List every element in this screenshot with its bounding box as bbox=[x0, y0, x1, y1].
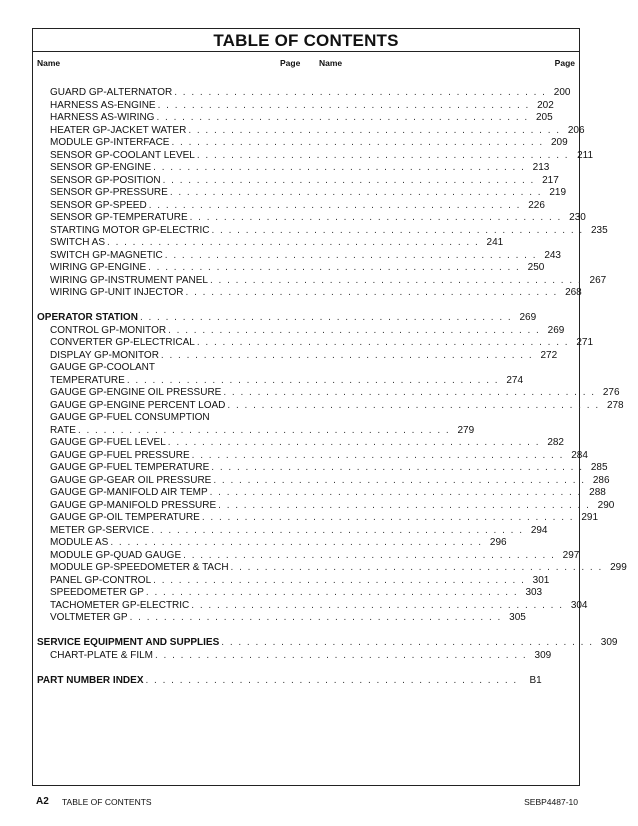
dot-leader: . . . . . . . . . . . . . . . . . . . . . . . . . . . . . . . . . . . . . . . . . . . . bbox=[77, 424, 451, 436]
toc-entry-page: 250 bbox=[527, 262, 545, 273]
toc-entry-page: 278 bbox=[606, 399, 624, 411]
dot-leader: . . . . . . . . . . . . . . . . . . . . . . . . . . . . . . . . . . . . . . . . . . . . bbox=[145, 587, 519, 598]
toc-entry-name: SWITCH AS bbox=[50, 237, 106, 248]
toc-entry[interactable] bbox=[37, 449, 588, 463]
toc-entry[interactable] bbox=[37, 124, 585, 138]
toc-entry-page: 200 bbox=[553, 87, 571, 98]
toc-entry-name: CHART-PLATE & FILM bbox=[50, 649, 153, 661]
toc-entry-name: SENSOR GP-POSITION bbox=[50, 174, 161, 186]
toc-section-heading[interactable] bbox=[37, 637, 618, 650]
toc-entry-name: RATE bbox=[50, 424, 76, 436]
toc-entry[interactable] bbox=[37, 274, 607, 288]
toc-entry[interactable] bbox=[37, 437, 564, 450]
dot-leader: . . . . . . . . . . . . . . . . . . . . . . . . . . . . . . . . . . . . . . . . . . . . bbox=[156, 112, 529, 123]
toc-entry-page: 226 bbox=[528, 199, 545, 211]
toc-entry-page: 219 bbox=[549, 187, 567, 198]
toc-entry-name: GAUGE GP-ENGINE OIL PRESSURE bbox=[50, 387, 222, 398]
dot-leader: . . . . . . . . . . . . . . . . . . . . . . . . . . . . . . . . . . . . . . . . . . . . bbox=[168, 324, 541, 336]
dot-leader: . . . . . . . . . . . . . . . . . . . . . . . . . . . . . . . . . . . . . . . . . . . . bbox=[151, 524, 524, 536]
toc-entry-name: SWITCH GP-MAGNETIC bbox=[50, 249, 163, 261]
toc-entry[interactable] bbox=[37, 362, 301, 375]
toc-entry-page: 271 bbox=[576, 337, 594, 348]
toc-entry[interactable] bbox=[37, 549, 580, 563]
toc-entry[interactable] bbox=[37, 137, 568, 150]
dot-leader: . . . . . . . . . . . . . . . . . . . . . . . . . . . . . . . . . . . . . . . . . . . . bbox=[209, 274, 583, 286]
toc-entry-name: WIRING GP-UNIT INJECTOR bbox=[50, 287, 184, 298]
dot-leader: . . . . . . . . . . . . . . . . . . . . . . . . . . . . . . . . . . . . . . . . . . . . bbox=[191, 449, 564, 461]
toc-frame bbox=[32, 28, 627, 786]
dot-leader: . . . . . . . . . . . . . . . . . . . . . . . . . . . . . . . . . . . . . . . . . . . . bbox=[148, 199, 521, 211]
dot-leader: . . . . . . . . . . . . . . . . . . . . . . . . . . . . . . . . . . . . . . . . . . . . bbox=[191, 599, 564, 611]
toc-entry-name: METER GP-SERVICE bbox=[50, 524, 150, 536]
toc-entry[interactable] bbox=[37, 287, 582, 300]
toc-entry-page: 296 bbox=[489, 537, 507, 548]
toc-entry-name: GAUGE GP-ENGINE PERCENT LOAD bbox=[50, 399, 226, 411]
toc-entry[interactable] bbox=[37, 562, 627, 575]
toc-entry-page: 202 bbox=[537, 99, 554, 111]
toc-entry-page: 269 bbox=[519, 312, 537, 323]
toc-entry-page: 284 bbox=[571, 449, 588, 461]
toc-entry-page: 309 bbox=[534, 649, 552, 661]
toc-entry-page: 290 bbox=[597, 499, 615, 511]
toc-entry[interactable] bbox=[37, 574, 550, 588]
toc-entry-page: 243 bbox=[544, 249, 561, 261]
toc-entry-name: GAUGE GP-FUEL TEMPERATURE bbox=[50, 462, 210, 473]
dot-leader: . . . . . . . . . . . . . . . . . . . . . . . . . . . . . . . . . . . . . . . . . . . . bbox=[213, 474, 586, 486]
toc-entry-page: 286 bbox=[592, 474, 610, 486]
dot-leader: . . . . . . . . . . . . . . . . . . . . . . . . . . . . . . . . . . . . . . . . . . . . bbox=[185, 287, 558, 298]
dot-leader: . . . . . . . . . . . . . . . . . . . . . . . . . . . . . . . . . . . . . . . . . . . . bbox=[171, 137, 544, 148]
column-header-page-left: Page bbox=[280, 58, 301, 68]
toc-entry-page: 206 bbox=[567, 124, 585, 136]
toc-entry-name: GUARD GP-ALTERNATOR bbox=[50, 87, 173, 98]
toc-entry[interactable] bbox=[37, 112, 553, 125]
toc-entry[interactable] bbox=[37, 462, 608, 475]
toc-entry-name: GAUGE GP-FUEL LEVEL bbox=[50, 437, 166, 448]
toc-entry-page: 274 bbox=[506, 374, 524, 386]
toc-entry[interactable] bbox=[37, 587, 543, 600]
toc-entry-name: VOLTMETER GP bbox=[50, 612, 128, 623]
toc-entry-name: GAUGE GP-OIL TEMPERATURE bbox=[50, 512, 200, 523]
toc-section-heading[interactable] bbox=[37, 312, 537, 325]
toc-entry-name: GAUGE GP-MANIFOLD AIR TEMP bbox=[50, 487, 208, 498]
dot-leader: . . . . . . . . . . . . . . . . . . . . . . . . . . . . . . . . . . . . . . . . . . . . bbox=[196, 337, 570, 348]
toc-spacer bbox=[37, 625, 301, 638]
toc-entry[interactable] bbox=[37, 487, 606, 500]
footer-page-id bbox=[36, 796, 49, 807]
toc-entry[interactable] bbox=[37, 187, 567, 200]
toc-entry-page: 241 bbox=[486, 237, 504, 248]
toc-entry[interactable] bbox=[37, 99, 554, 113]
toc-entry-name: HARNESS AS-WIRING bbox=[50, 112, 155, 123]
dot-leader: . . . . . . . . . . . . . . . . . . . . . . . . . . . . . . . . . . . . . . . . . . . . bbox=[230, 562, 603, 573]
toc-entry-name: SPEEDOMETER GP bbox=[50, 587, 144, 598]
toc-entry[interactable] bbox=[37, 612, 526, 625]
toc-entry-page: 267 bbox=[589, 274, 607, 286]
dot-leader: . . . . . . . . . . . . . . . . . . . . . . . . . . . . . . . . . . . . . . . . . . . . bbox=[189, 212, 562, 223]
toc-entry-page: 294 bbox=[530, 524, 548, 536]
dot-leader: . . . . . . . . . . . . . . . . . . . . . . . . . . . . . . . . . . . . . . . . . . . . bbox=[160, 349, 534, 361]
toc-entry[interactable] bbox=[37, 224, 608, 238]
title-divider bbox=[33, 51, 579, 52]
toc-entry[interactable] bbox=[37, 324, 565, 338]
toc-entry[interactable] bbox=[37, 249, 561, 263]
toc-entry-page: 269 bbox=[547, 324, 565, 336]
dot-leader: . . . . . . . . . . . . . . . . . . . . . . . . . . . . . . . . . . . . . . . . . . . . bbox=[139, 312, 513, 323]
toc-entry-name: SENSOR GP-TEMPERATURE bbox=[50, 212, 188, 223]
toc-entry[interactable] bbox=[37, 199, 545, 213]
toc-entry-name: GAUGE GP-FUEL CONSUMPTION bbox=[50, 412, 210, 423]
toc-section-heading[interactable] bbox=[37, 674, 542, 688]
toc-entry[interactable] bbox=[37, 499, 615, 513]
toc-entry-page: 291 bbox=[581, 512, 599, 523]
toc-entry-name: GAUGE GP-GEAR OIL PRESSURE bbox=[50, 474, 212, 486]
dot-leader: . . . . . . . . . . . . . . . . . . . . . . . . . . . . . . . . . . . . . . . . . . . . bbox=[221, 637, 594, 648]
toc-entry-name: GAUGE GP-MANIFOLD PRESSURE bbox=[50, 499, 217, 511]
toc-entry-name: PART NUMBER INDEX bbox=[37, 674, 144, 686]
toc-entry-name: STARTING MOTOR GP-ELECTRIC bbox=[50, 224, 210, 236]
toc-entry-page: 213 bbox=[532, 162, 550, 173]
toc-entry-page: 288 bbox=[589, 487, 606, 498]
toc-entry[interactable] bbox=[37, 399, 624, 413]
dot-leader: . . . . . . . . . . . . . . . . . . . . . . . . . . . . . . . . . . . . . . . . . . . . bbox=[211, 462, 584, 473]
column-header-name-left: Name bbox=[37, 58, 61, 68]
toc-entry-page: B1 bbox=[529, 674, 542, 686]
toc-entry[interactable] bbox=[37, 349, 558, 363]
toc-entry-page: 279 bbox=[457, 424, 475, 436]
footer-doc-number: SEBP4487-10 bbox=[524, 797, 578, 807]
toc-entry[interactable] bbox=[37, 412, 301, 425]
toc-entry-name: OPERATOR STATION bbox=[37, 312, 138, 323]
toc-entry-name: WIRING GP-ENGINE bbox=[50, 262, 147, 273]
column-header-page-right: Page bbox=[554, 58, 575, 68]
column-header-name-right: Name bbox=[319, 58, 343, 68]
dot-leader: . . . . . . . . . . . . . . . . . . . . . . . . . . . . . . . . . . . . . . . . . . . . bbox=[209, 487, 582, 498]
dot-leader: . . . . . . . . . . . . . . . . . . . . . . . . . . . . . . . . . . . . . . . . . . . . bbox=[107, 237, 480, 248]
dot-leader: . . . . . . . . . . . . . . . . . . . . . . . . . . . . . . . . . . . . . . . . . . . . bbox=[223, 387, 596, 398]
toc-entry-name: CONTROL GP-MONITOR bbox=[50, 324, 167, 336]
dot-leader: . . . . . . . . . . . . . . . . . . . . . . . . . . . . . . . . . . . . . . . . . . . . bbox=[110, 537, 483, 548]
toc-entry-page: 301 bbox=[532, 574, 550, 586]
toc-entry[interactable] bbox=[37, 387, 620, 400]
toc-entry-page: 211 bbox=[577, 149, 594, 161]
toc-entry-page: 299 bbox=[610, 562, 627, 573]
dot-leader: . . . . . . . . . . . . . . . . . . . . . . . . . . . . . . . . . . . . . . . . . . . . bbox=[201, 512, 575, 523]
toc-entry[interactable] bbox=[37, 512, 599, 525]
toc-entry-page: 205 bbox=[536, 112, 553, 123]
toc-entry-name: PANEL GP-CONTROL bbox=[50, 574, 152, 586]
toc-entry-page: 272 bbox=[540, 349, 558, 361]
toc-entry-name: MODULE GP-SPEEDOMETER & TACH bbox=[50, 562, 229, 573]
page-title: TABLE OF CONTENTS bbox=[213, 31, 399, 50]
toc-entry[interactable] bbox=[37, 537, 507, 550]
dot-leader: . . . . . . . . . . . . . . . . . . . . . . . . . . . . . . . . . . . . . . . . . . . . bbox=[218, 499, 591, 511]
toc-entry-list bbox=[37, 87, 627, 687]
toc-spacer bbox=[37, 300, 301, 313]
toc-entry-page: 282 bbox=[547, 437, 564, 448]
toc-entry-name: WIRING GP-INSTRUMENT PANEL bbox=[50, 274, 208, 286]
toc-entry-name: GAUGE GP-COOLANT bbox=[50, 362, 156, 373]
toc-entry[interactable] bbox=[37, 474, 610, 488]
dot-leader: . . . . . . . . . . . . . . . . . . . . . . . . . . . . . . . . . . . . . . . . . . . . bbox=[148, 262, 521, 273]
dot-leader: . . . . . . . . . . . . . . . . . . . . . . . . . . . . . . . . . . . . . . . . . . . . bbox=[153, 162, 526, 173]
toc-entry-name: MODULE GP-INTERFACE bbox=[50, 137, 170, 148]
dot-leader: . . . . . . . . . . . . . . . . . . . . . . . . . . . . . . . . . . . . . . . . . . . . bbox=[164, 249, 537, 261]
footer-section-title: TABLE OF CONTENTS bbox=[62, 797, 152, 807]
toc-entry-page: 285 bbox=[590, 462, 608, 473]
dot-leader: . . . . . . . . . . . . . . . . . . . . . . . . . . . . . . . . . . . . . . . . . . . . bbox=[183, 549, 556, 561]
toc-entry-page: 303 bbox=[525, 587, 543, 598]
dot-leader: . . . . . . . . . . . . . . . . . . . . . . . . . . . . . . . . . . . . . . . . . . . . bbox=[145, 674, 518, 686]
dot-leader: . . . . . . . . . . . . . . . . . . . . . . . . . . . . . . . . . . . . . . . . . . . . bbox=[196, 149, 570, 161]
toc-entry[interactable] bbox=[37, 212, 586, 225]
toc-entry-name: SENSOR GP-SPEED bbox=[50, 199, 147, 211]
toc-entry-name: SENSOR GP-ENGINE bbox=[50, 162, 152, 173]
toc-entry[interactable] bbox=[37, 149, 594, 163]
toc-entry-page: 230 bbox=[569, 212, 586, 223]
toc-entry-name: TEMPERATURE bbox=[50, 374, 125, 386]
toc-entry[interactable] bbox=[37, 599, 588, 613]
dot-leader: . . . . . . . . . . . . . . . . . . . . . . . . . . . . . . . . . . . . . . . . . . . . bbox=[227, 399, 600, 411]
toc-entry[interactable] bbox=[37, 162, 550, 175]
toc-entry[interactable] bbox=[37, 337, 594, 350]
toc-entry-name: HEATER GP-JACKET WATER bbox=[50, 124, 187, 136]
toc-entry-page: 276 bbox=[602, 387, 620, 398]
toc-entry-page: 268 bbox=[565, 287, 582, 298]
toc-entry-name: MODULE GP-QUAD GAUGE bbox=[50, 549, 182, 561]
toc-entry-page: 217 bbox=[542, 174, 559, 186]
toc-entry-name: SERVICE EQUIPMENT AND SUPPLIES bbox=[37, 637, 220, 648]
toc-entry-name: MODULE AS bbox=[50, 537, 109, 548]
toc-entry-name: SENSOR GP-COOLANT LEVEL bbox=[50, 149, 195, 161]
toc-spacer bbox=[37, 662, 301, 675]
toc-entry-name: TACHOMETER GP-ELECTRIC bbox=[50, 599, 190, 611]
dot-leader: . . . . . . . . . . . . . . . . . . . . . . . . . . . . . . . . . . . . . . . . . . . . bbox=[153, 574, 526, 586]
toc-entry-page: 297 bbox=[562, 549, 580, 561]
dot-leader: . . . . . . . . . . . . . . . . . . . . . . . . . . . . . . . . . . . . . . . . . . . . bbox=[169, 187, 543, 198]
toc-entry-name: SENSOR GP-PRESSURE bbox=[50, 187, 168, 198]
toc-entry[interactable] bbox=[37, 649, 552, 663]
toc-entry-page: 309 bbox=[600, 637, 618, 648]
toc-entry[interactable] bbox=[37, 374, 524, 388]
dot-leader: . . . . . . . . . . . . . . . . . . . . . . . . . . . . . . . . . . . . . . . . . . . . bbox=[211, 224, 584, 236]
footer-page-number: A2 bbox=[36, 796, 49, 807]
toc-entry[interactable] bbox=[37, 524, 548, 538]
toc-entry[interactable] bbox=[37, 87, 571, 100]
dot-leader: . . . . . . . . . . . . . . . . . . . . . . . . . . . . . . . . . . . . . . . . . . . . bbox=[129, 612, 502, 623]
toc-entry-page: 304 bbox=[570, 599, 588, 611]
toc-entry-page: 305 bbox=[509, 612, 526, 623]
toc-entry[interactable] bbox=[37, 237, 504, 250]
dot-leader: . . . . . . . . . . . . . . . . . . . . . . . . . . . . . . . . . . . . . . . . . . . . bbox=[174, 87, 547, 98]
toc-entry-name: GAUGE GP-FUEL PRESSURE bbox=[50, 449, 190, 461]
toc-entry[interactable] bbox=[37, 174, 559, 188]
toc-entry-page: 235 bbox=[591, 224, 608, 236]
dot-leader: . . . . . . . . . . . . . . . . . . . . . . . . . . . . . . . . . . . . . . . . . . . . bbox=[154, 649, 528, 661]
toc-entry[interactable] bbox=[37, 262, 545, 275]
toc-entry-name: CONVERTER GP-ELECTRICAL bbox=[50, 337, 195, 348]
dot-leader: . . . . . . . . . . . . . . . . . . . . . . . . . . . . . . . . . . . . . . . . . . . . bbox=[167, 437, 540, 448]
dot-leader: . . . . . . . . . . . . . . . . . . . . . . . . . . . . . . . . . . . . . . . . . . . . bbox=[157, 99, 530, 111]
toc-entry-page: 209 bbox=[551, 137, 568, 148]
dot-leader: . . . . . . . . . . . . . . . . . . . . . . . . . . . . . . . . . . . . . . . . . . . . bbox=[126, 374, 500, 386]
toc-entry-name: DISPLAY GP-MONITOR bbox=[50, 349, 159, 361]
toc-entry-name: HARNESS AS-ENGINE bbox=[50, 99, 156, 111]
dot-leader: . . . . . . . . . . . . . . . . . . . . . . . . . . . . . . . . . . . . . . . . . . . . bbox=[162, 174, 535, 186]
dot-leader: . . . . . . . . . . . . . . . . . . . . . . . . . . . . . . . . . . . . . . . . . . . . bbox=[188, 124, 561, 136]
toc-entry[interactable] bbox=[37, 424, 475, 438]
